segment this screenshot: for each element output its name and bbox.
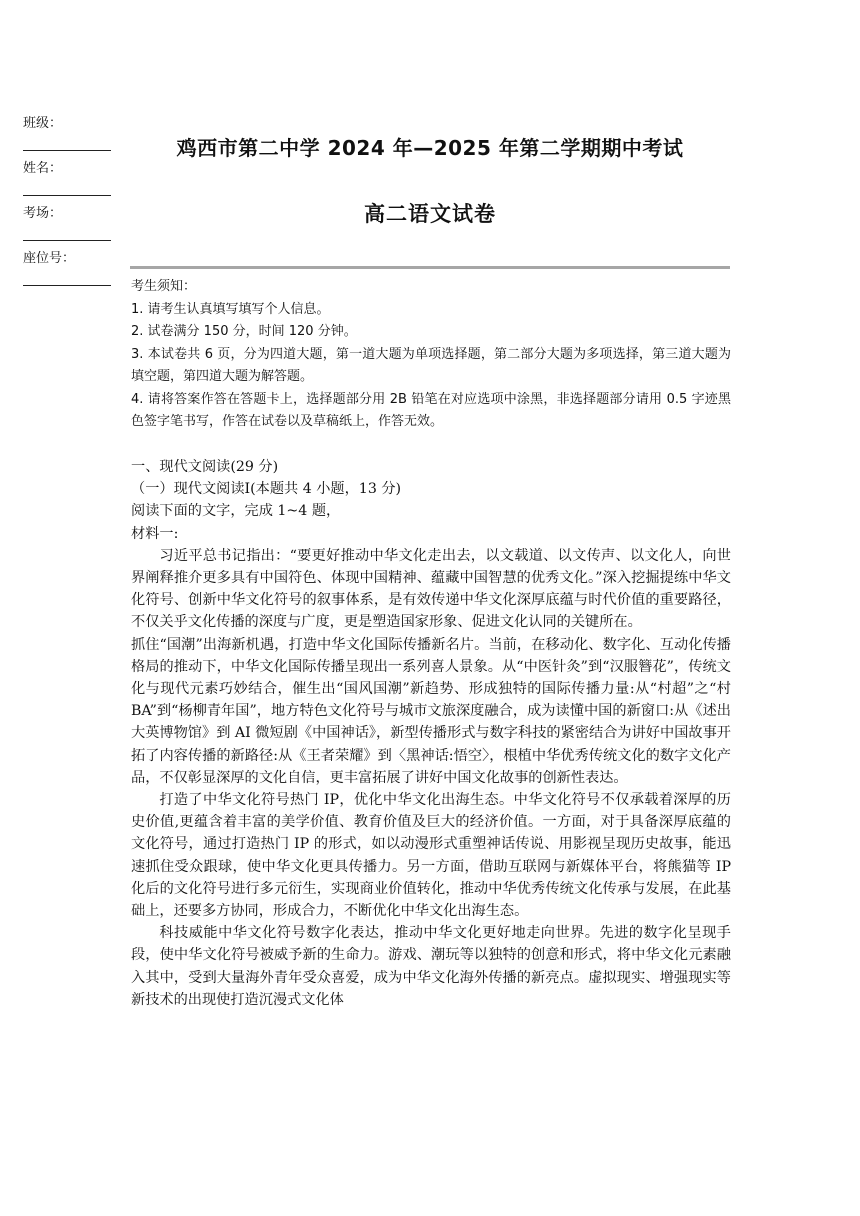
passage-paragraph: 抓住“国潮”出海新机遇，打造中华文化国际传播新名片。当前，在移动化、数字化、互动化传播格局的推动下，中华文化国际传播呈现出一系列喜人景象。从“中医针灸”到“汉服簪花”，传统文化与现代元素巧妙结合，催生出“国风国潮”新趋势、形成独特的国际传播力量:从“村超”之“村 BA”到“杨柳青年国”，地方特色文化符号与城市文旅深度融合，成为读懂中国的新窗口:从《述出大英博物馆》到 AI 微短剧《中国神话》，新型传播形式与数字科技的紧密结合为讲好中国故事开拓了内容传播的新路径:从《王者荣耀》到〈黑神话:悟空〉，根植中华优秀传统文化的数字文化产品，不仅彰显深厚的文化自信，更丰富拓展了讲好中国文化故事的创新性表达。 (131, 636, 731, 786)
exam-subtitle: 高二语文试卷 (364, 202, 496, 226)
notice-item: 1. 请考生认真填写填写个人信息。 (131, 301, 330, 317)
exam-room-fill-line[interactable] (23, 240, 111, 241)
name-label: 姓名： (23, 161, 63, 176)
subsection-heading: （一）现代文阅读Ⅰ(本题共 4 小题，13 分) (131, 481, 402, 498)
seat-number-fill-line[interactable] (23, 285, 111, 286)
notice-item: 3. 本试卷共 6 页，分为四道大题，第一道大题为单项选择题，第二部分大题为多项选择，第三道大题为填空题，第四道大题为解答题。 (131, 346, 731, 384)
passage-paragraph: 打造了中华文化符号热门 IP，优化中华文化出海生态。中华文化符号不仅承载着深厚的历史价值,更蕴含着丰富的美学价值、教育价值及巨大的经济价值。一方面，对于具备深厚底蕴的文化符号，通过打造热门 IP 的形式，如以动漫形式重塑神话传说、用影视呈现历史故事，能迅速抓住受众跟球，使中华文化更具传播力。另一方面，借助互联网与新媒体平台，将熊猫等 IP 化后的文化符号进行多元衍生，实现商业价值转化，推动中华优秀传统文化传承与发展，在此基础上，还要多方协同，形成合力，不断优化中华文化出海生态。 (131, 792, 731, 920)
passage-paragraph: 科技威能中华文化符号数字化表达，推动中华文化更好地走向世界。先进的数字化呈现手段，使中华文化符号被威予新的生命力。游戏、潮玩等以独特的创意和形式，将中华文化元素融入其中，受到大量海外青年受众喜爱，成为中华文化海外传播的新亮点。虚拟现实、增强现实等新技术的出现使打造沉漫式文化体 (131, 925, 731, 1008)
notice-item: 2. 试卷满分 150 分，时间 120 分钟。 (131, 324, 357, 339)
seat-number-label: 座位号： (23, 251, 76, 266)
class-label: 班级： (23, 116, 63, 131)
candidate-notice (131, 276, 731, 434)
student-info-sidebar (23, 112, 113, 292)
exam-room-field[interactable] (23, 202, 113, 247)
name-fill-line[interactable] (23, 195, 111, 196)
material-label: 材料一: (131, 525, 179, 542)
reading-instruction: 阅读下面的文字，完成 1~4 题， (131, 503, 341, 520)
section-heading: 一、现代文阅读(29 分) (131, 459, 279, 475)
seat-number-field[interactable] (23, 247, 113, 292)
reading-section (131, 456, 731, 1011)
exam-title: 鸡西市第二中学 2024 年—2025 年第二学期期中考试 (176, 136, 684, 160)
name-field[interactable] (23, 157, 113, 202)
passage-paragraph: 习近平总书记指出：“要更好推动中华文化走出去，以文载道、以文传声、以文化人，向世界阐释推介更多具有中国符色、体现中国精神、蕴藏中国智慧的优秀文化。”深入挖掘提练中华文化符号、创新中华文化符号的叙事体系，是有效传递中华文化深厚底蕴与时代价值的重要路径，不仅关乎文化传播的深度与广度，更是塑造国家形象、促进文化认同的关键所在。 (131, 547, 731, 631)
notice-heading: 考生须知： (131, 279, 197, 294)
class-field[interactable] (23, 112, 113, 157)
header-divider (130, 266, 730, 269)
exam-room-label: 考场： (23, 206, 63, 221)
notice-item: 4. 请将答案作答在答题卡上，选择题部分用 2B 铅笔在对应选项中涂黑，非选择题部分请用 0.5 字迹黑色签字笔书写，作答在试卷以及草稿纸上，作答无效。 (131, 391, 731, 429)
class-fill-line[interactable] (23, 150, 111, 151)
